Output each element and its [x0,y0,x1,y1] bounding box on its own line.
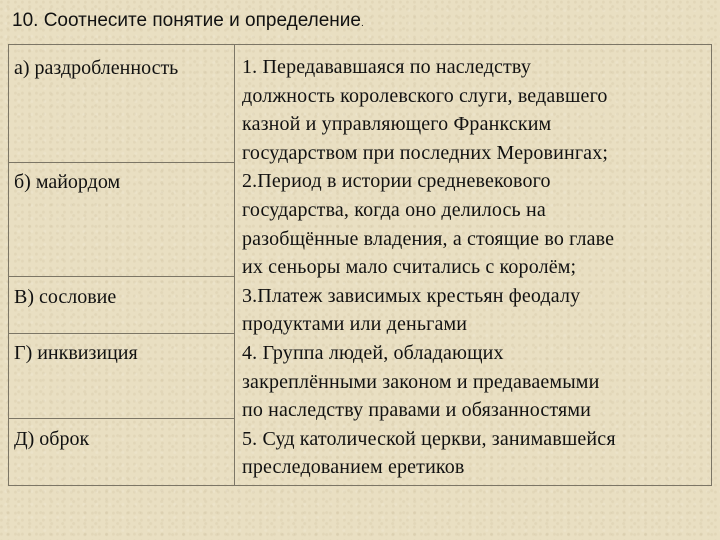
definitions-column [242,53,616,482]
term-item-b: б) майордом [14,171,121,193]
table-top-border [8,44,712,45]
task-title [12,9,364,36]
table-column-divider [234,44,235,486]
definition-line: продуктами или деньгами [242,313,468,336]
row-divider-1 [8,162,234,163]
definition-line: по наследству правами и обязанностями [242,399,592,422]
term-item-v: В) сословие [14,286,117,308]
definition-line: государства, когда оно делилось на [242,198,546,221]
table-bottom-border [8,485,712,486]
definition-line: 1. Передававшаяся по наследству [242,56,531,78]
definition-line: должность королевского слуги, ведавшего [242,84,608,107]
table-right-border [711,44,712,486]
row-divider-3 [8,333,234,334]
definition-line: 3.Платеж зависимых крестьян феодалу [242,284,581,307]
term-item-a: а) раздробленность [14,57,179,79]
row-divider-2 [8,276,234,277]
definition-line: государством при последних Меровингах; [242,141,609,164]
definition-line: разобщённые владения, а стоящие во главе [242,227,615,250]
term-item-d: Д) оброк [14,428,90,450]
definition-line: 5. Суд католической церкви, занимавшейся [242,427,616,450]
definition-line: 2.Период в истории средневекового [242,170,551,193]
table-left-border [8,44,9,486]
row-divider-4 [8,418,234,419]
definition-line: закреплёнными законом и предаваемыми [242,370,600,393]
task-instruction: . Соотнесите понятие и определение [33,10,361,31]
term-item-g: Г) инквизиция [14,342,138,364]
task-number: 10 [12,10,34,31]
task-title-trailing-dot: . [360,18,364,29]
definition-line: 4. Группа людей, обладающих [242,341,504,364]
definition-line: преследованием еретиков [242,456,465,479]
definition-line: казной и управляющего Франкским [242,113,552,136]
definition-line: их сеньоры мало считались с королём; [242,256,577,279]
